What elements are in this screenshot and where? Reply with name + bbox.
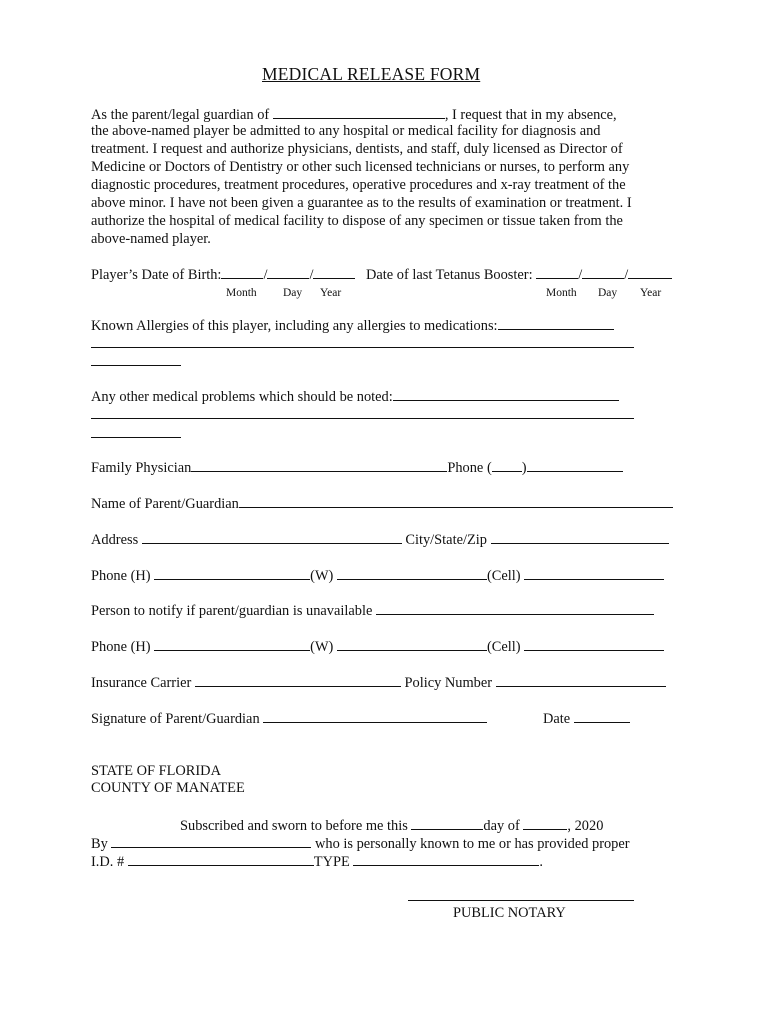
physician-area-code-field[interactable]	[492, 457, 522, 472]
parent-label: Name of Parent/Guardian	[91, 496, 239, 512]
intro-line: diagnostic procedures, treatment procedures, operative procedures and x-ray treatment of the	[91, 177, 626, 193]
notary-county: COUNTY OF MANATEE	[91, 780, 245, 796]
intro-guardian-label: As the parent/legal guardian of	[91, 107, 270, 123]
tetanus-year-caption: Year	[640, 287, 662, 299]
notary-state: STATE OF FLORIDA	[91, 763, 221, 779]
paren-open: (	[486, 460, 492, 476]
physician-label: Family Physician	[91, 460, 192, 476]
parent-row	[91, 493, 673, 513]
physician-phone-label: Phone	[447, 460, 484, 476]
intro-paragraph	[91, 122, 681, 248]
tetanus-year-field[interactable]	[628, 264, 672, 279]
signature-row	[91, 708, 487, 728]
allergies-label: Known Allergies of this player, including any allergies to medications:	[91, 318, 498, 334]
dob-label: Player’s Date of Birth:	[91, 267, 222, 283]
medical-label: Any other medical problems which should be noted:	[91, 389, 393, 405]
tetanus-day-caption: Day	[598, 287, 618, 299]
medical-field-line-3[interactable]	[91, 437, 181, 438]
notify-phone-work-field[interactable]	[337, 636, 487, 651]
allergies-row	[91, 315, 614, 335]
date-label: Date	[543, 711, 571, 727]
city-state-zip-field[interactable]	[491, 529, 669, 544]
paren-close: )	[521, 460, 527, 476]
day-of-label: day of	[483, 818, 520, 834]
policy-label: Policy Number	[404, 675, 493, 691]
medical-row	[91, 386, 619, 406]
sworn-row	[180, 815, 603, 835]
id-number-field[interactable]	[128, 851, 314, 866]
intro-request-text: , I request that in my absence,	[444, 107, 617, 123]
dob-slash: /	[263, 267, 268, 283]
tetanus-slash: /	[578, 267, 583, 283]
signature-field[interactable]	[263, 708, 487, 723]
date-row	[543, 708, 630, 728]
signature-date-field[interactable]	[574, 708, 630, 723]
phone-row-1	[91, 565, 664, 585]
phone-work-field[interactable]	[337, 565, 487, 580]
physician-row	[91, 457, 623, 477]
medical-field[interactable]	[393, 386, 619, 401]
allergies-field-line-2[interactable]	[91, 347, 634, 348]
dob-row	[91, 264, 355, 284]
intro-line: Medicine or Doctors of Dentistry or other such licensed technicians or nurses, to perform any	[91, 159, 630, 175]
dob-year-field[interactable]	[313, 264, 355, 279]
dob-month-caption: Month	[226, 287, 257, 299]
address-label: Address	[91, 532, 139, 548]
dob-month-field[interactable]	[221, 264, 263, 279]
tetanus-row	[366, 264, 672, 284]
phone-cell-label: (Cell)	[486, 568, 521, 584]
phone-work-label: (W)	[310, 639, 334, 655]
form-title: MEDICAL RELEASE FORM	[262, 64, 481, 84]
notify-phone-cell-field[interactable]	[524, 636, 664, 651]
dob-day-field[interactable]	[267, 264, 309, 279]
tetanus-month-caption: Month	[546, 287, 577, 299]
dob-slash: /	[309, 267, 314, 283]
insurance-row	[91, 672, 666, 692]
by-row	[91, 833, 630, 853]
sworn-month-field[interactable]	[523, 815, 567, 830]
notify-row	[91, 600, 654, 620]
by-label: By	[91, 836, 108, 852]
parent-name-field[interactable]	[239, 493, 673, 508]
physician-field[interactable]	[191, 457, 447, 472]
sworn-day-field[interactable]	[411, 815, 483, 830]
notify-person-field[interactable]	[376, 600, 654, 615]
intro-line-1	[91, 104, 617, 124]
signature-label: Signature of Parent/Guardian	[91, 711, 260, 727]
tetanus-label: Date of last Tetanus Booster:	[366, 267, 533, 283]
intro-line: authorize the hospital of medical facility to dispose of any specimen or tissue taken from the	[91, 213, 623, 229]
tetanus-month-field[interactable]	[536, 264, 578, 279]
id-label: I.D. #	[91, 854, 125, 870]
phone-home-label: Phone (H)	[91, 639, 151, 655]
allergies-field[interactable]	[498, 315, 614, 330]
phone-cell-label: (Cell)	[486, 639, 521, 655]
tetanus-day-field[interactable]	[582, 264, 624, 279]
intro-line: treatment. I request and authorize physicians, dentists, and staff, duly licensed as Director of	[91, 141, 623, 157]
intro-line: the above-named player be admitted to any hospital or medical facility for diagnosis and	[91, 123, 601, 139]
address-row	[91, 529, 669, 549]
phone-row-2	[91, 636, 664, 656]
city-label: City/State/Zip	[405, 532, 487, 548]
insurance-carrier-field[interactable]	[195, 672, 401, 687]
address-field[interactable]	[142, 529, 402, 544]
dob-year-caption: Year	[320, 287, 342, 299]
id-row	[91, 851, 543, 871]
public-notary-label: PUBLIC NOTARY	[453, 905, 566, 921]
notify-label: Person to notify if parent/guardian is unavailable	[91, 603, 373, 619]
by-name-field[interactable]	[111, 833, 311, 848]
dob-day-caption: Day	[283, 287, 303, 299]
intro-line: above-named player.	[91, 231, 211, 247]
physician-phone-field[interactable]	[527, 457, 623, 472]
player-name-field[interactable]	[273, 104, 445, 119]
sworn-label: Subscribed and sworn to before me this	[180, 818, 408, 834]
phone-work-label: (W)	[310, 568, 334, 584]
phone-cell-field[interactable]	[524, 565, 664, 580]
notify-phone-home-field[interactable]	[154, 636, 310, 651]
insurance-label: Insurance Carrier	[91, 675, 192, 691]
tetanus-slash: /	[624, 267, 629, 283]
notary-signature-line[interactable]	[408, 900, 634, 901]
allergies-field-line-3[interactable]	[91, 365, 181, 366]
id-period: .	[539, 854, 543, 870]
policy-number-field[interactable]	[496, 672, 666, 687]
medical-field-line-2[interactable]	[91, 418, 634, 419]
known-text: who is personally known to me or has provided proper	[315, 836, 630, 852]
phone-home-field[interactable]	[154, 565, 310, 580]
sworn-year: , 2020	[567, 818, 604, 834]
id-type-field[interactable]	[353, 851, 539, 866]
intro-line: above minor. I have not been given a guarantee as to the results of examination or treatment. I	[91, 195, 632, 211]
phone-home-label: Phone (H)	[91, 568, 151, 584]
type-label: TYPE	[313, 854, 350, 870]
